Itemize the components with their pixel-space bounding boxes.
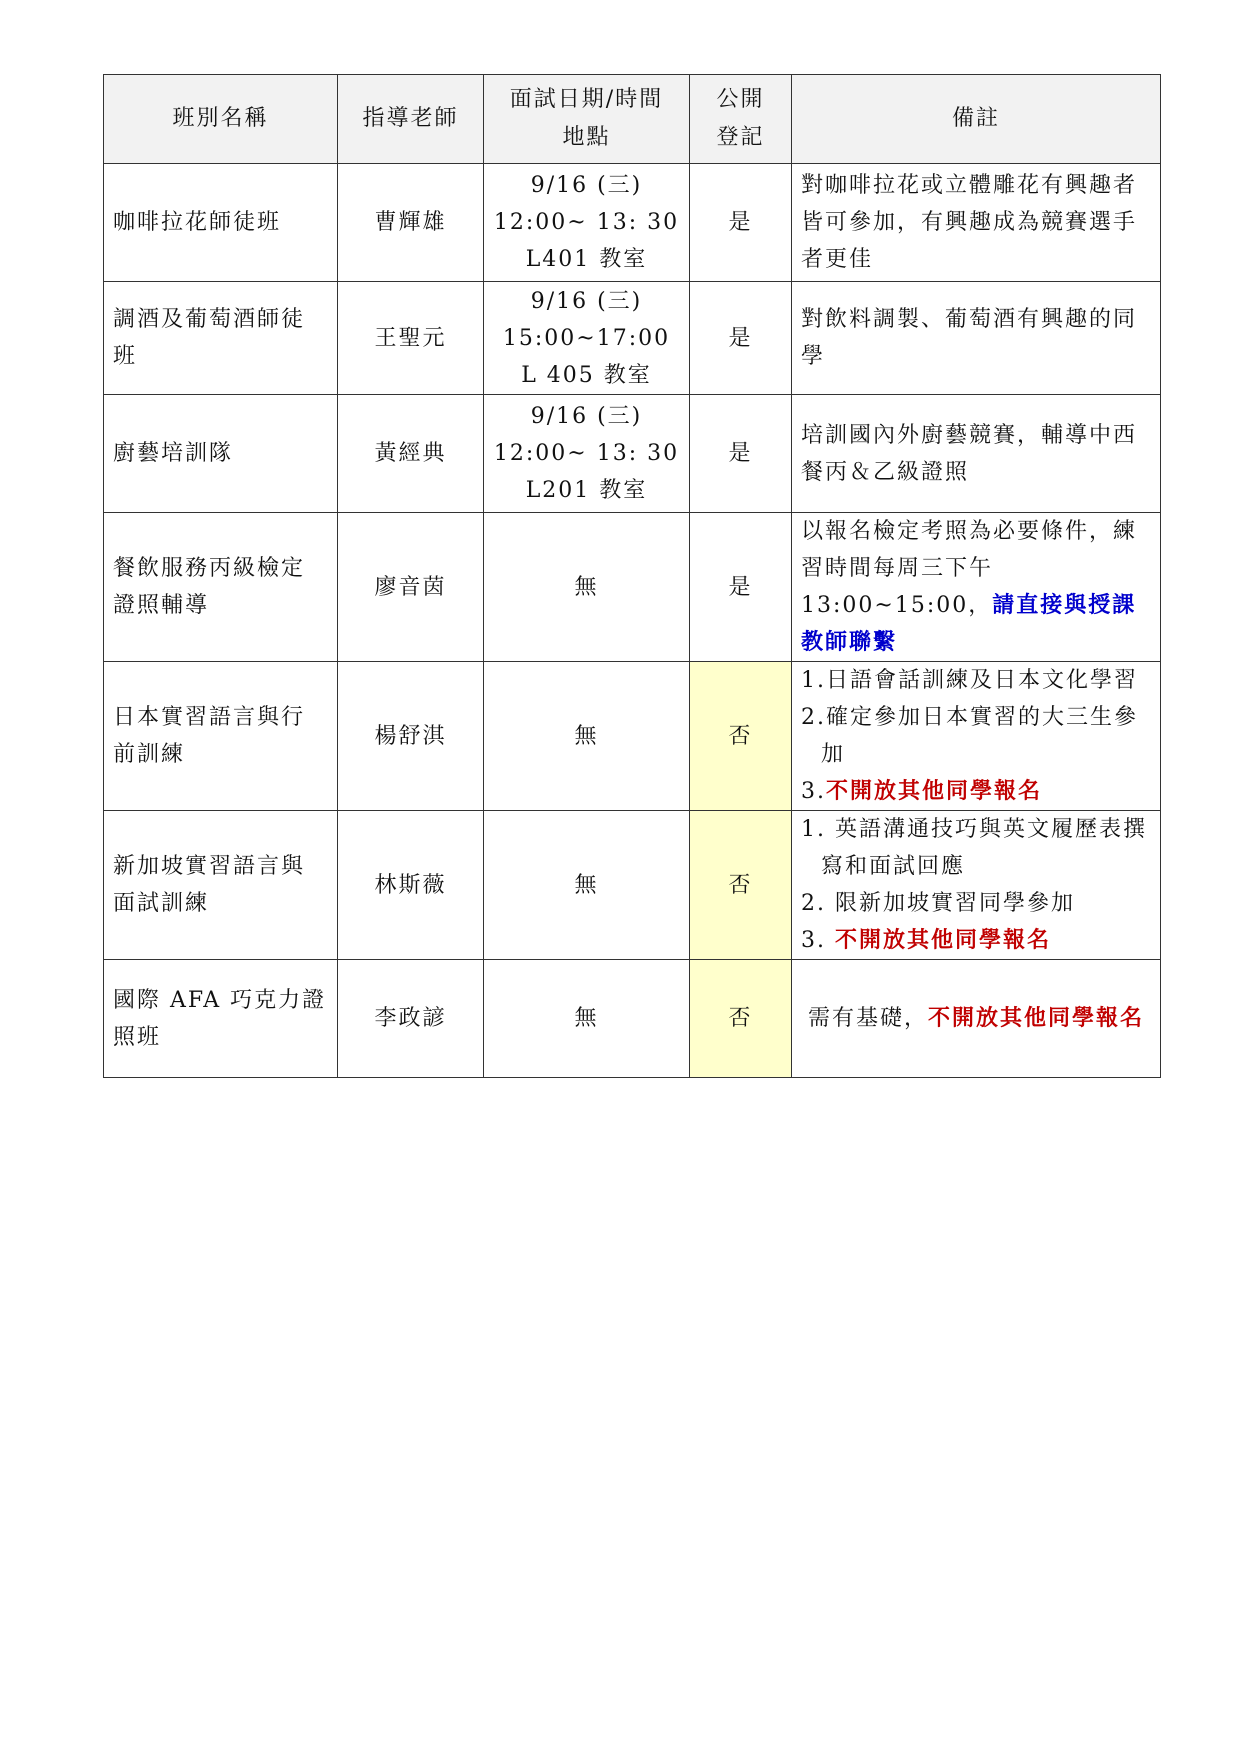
teacher-cell: 王聖元	[338, 282, 484, 395]
table-row	[104, 811, 1161, 960]
open-registration-cell: 是	[690, 164, 792, 282]
remark-item-number: 3.	[801, 928, 835, 953]
table-row	[104, 513, 1161, 662]
interview-time: 12:00~ 13: 30	[493, 441, 680, 466]
remark-item: 1.日語會話訓練及日本文化學習	[801, 668, 1138, 693]
interview-date: 9/16 (三)	[530, 288, 643, 314]
header-open-line1: 公開	[716, 87, 765, 112]
remark-item: 1. 英語溝通技巧與英文履歷表撰	[801, 817, 1147, 842]
remark-cell	[792, 513, 1161, 662]
table-body	[104, 164, 1161, 1078]
remark-cell	[792, 811, 1161, 960]
remark-item	[801, 922, 1151, 959]
class-name-cell: 新加坡實習語言與面試訓練	[104, 811, 338, 960]
remark-closed-notice: 不開放其他同學報名	[826, 778, 1043, 804]
interview-room: L 405 教室	[521, 362, 652, 388]
interview-date: 9/16 (三)	[530, 173, 643, 198]
table-row	[104, 282, 1161, 395]
open-registration-cell: 是	[690, 282, 792, 395]
course-table	[103, 74, 1161, 1078]
teacher-cell: 黃經典	[338, 395, 484, 513]
table-row	[104, 395, 1161, 513]
header-open-line2: 登記	[716, 125, 765, 150]
table-header	[104, 75, 1161, 164]
open-registration-cell: 否	[690, 811, 792, 960]
teacher-cell: 廖音茵	[338, 513, 484, 662]
header-interview-line2: 地點	[562, 125, 611, 150]
remark-cell: 對飲料調製、葡萄酒有興趣的同學	[792, 282, 1161, 395]
remark-cell: 培訓國內外廚藝競賽，輔導中西餐丙＆乙級證照	[792, 395, 1161, 513]
interview-cell	[484, 395, 690, 513]
remark-cell: 對咖啡拉花或立體雕花有興趣者皆可參加，有興趣成為競賽選手者更佳	[792, 164, 1161, 282]
header-class-name: 班別名稱	[104, 75, 338, 164]
interview-cell	[484, 282, 690, 395]
teacher-cell: 林斯薇	[338, 811, 484, 960]
remark-closed-notice: 不開放其他同學報名	[834, 927, 1051, 953]
interview-date: 9/16 (三)	[530, 404, 643, 429]
interview-time: 12:00~ 13: 30	[493, 210, 680, 235]
class-name-cell: 調酒及葡萄酒師徒班	[104, 282, 338, 395]
class-name-cell: 國際 AFA 巧克力證照班	[104, 960, 338, 1078]
open-registration-cell: 是	[690, 395, 792, 513]
remark-text: 以報名檢定考照為必要條件，練習時間每周三下午 13:00~15:00，	[801, 519, 1138, 618]
interview-cell	[484, 164, 690, 282]
class-name-cell: 日本實習語言與行前訓練	[104, 662, 338, 811]
remark-cell	[792, 960, 1161, 1078]
header-remark: 備註	[792, 75, 1161, 164]
teacher-cell: 李政諺	[338, 960, 484, 1078]
table-row	[104, 960, 1161, 1078]
teacher-cell: 曹輝雄	[338, 164, 484, 282]
teacher-cell: 楊舒淇	[338, 662, 484, 811]
remark-contact-teacher: 請直接與授課教師聯繫	[801, 592, 1137, 655]
header-row	[104, 75, 1161, 164]
open-registration-cell: 否	[690, 662, 792, 811]
remark-text: 需有基礎，	[807, 1006, 928, 1031]
class-name-cell: 咖啡拉花師徒班	[104, 164, 338, 282]
interview-cell: 無	[484, 811, 690, 960]
remark-cell	[792, 662, 1161, 811]
table-row	[104, 662, 1161, 811]
remark-item-continued: 加	[821, 742, 846, 767]
header-interview-line1: 面試日期/時間	[509, 87, 664, 112]
remark-item: 2. 限新加坡實習同學參加	[801, 891, 1075, 916]
remark-item-number: 3.	[801, 779, 826, 804]
interview-cell: 無	[484, 513, 690, 662]
interview-cell: 無	[484, 960, 690, 1078]
remark-item: 2.確定參加日本實習的大三生參	[801, 705, 1138, 730]
interview-room: L201 教室	[525, 478, 648, 503]
header-open-registration	[690, 75, 792, 164]
class-name-cell: 餐飲服務丙級檢定證照輔導	[104, 513, 338, 662]
table-row	[104, 164, 1161, 282]
interview-time: 15:00~17:00	[502, 325, 671, 351]
remark-item-continued: 寫和面試回應	[821, 854, 966, 879]
remark-item	[801, 773, 1151, 810]
open-registration-cell: 否	[690, 960, 792, 1078]
open-registration-cell: 是	[690, 513, 792, 662]
header-interview	[484, 75, 690, 164]
interview-room: L401 教室	[525, 247, 648, 272]
remark-closed-notice: 不開放其他同學報名	[928, 1005, 1145, 1031]
header-teacher: 指導老師	[338, 75, 484, 164]
class-name-cell: 廚藝培訓隊	[104, 395, 338, 513]
interview-cell: 無	[484, 662, 690, 811]
